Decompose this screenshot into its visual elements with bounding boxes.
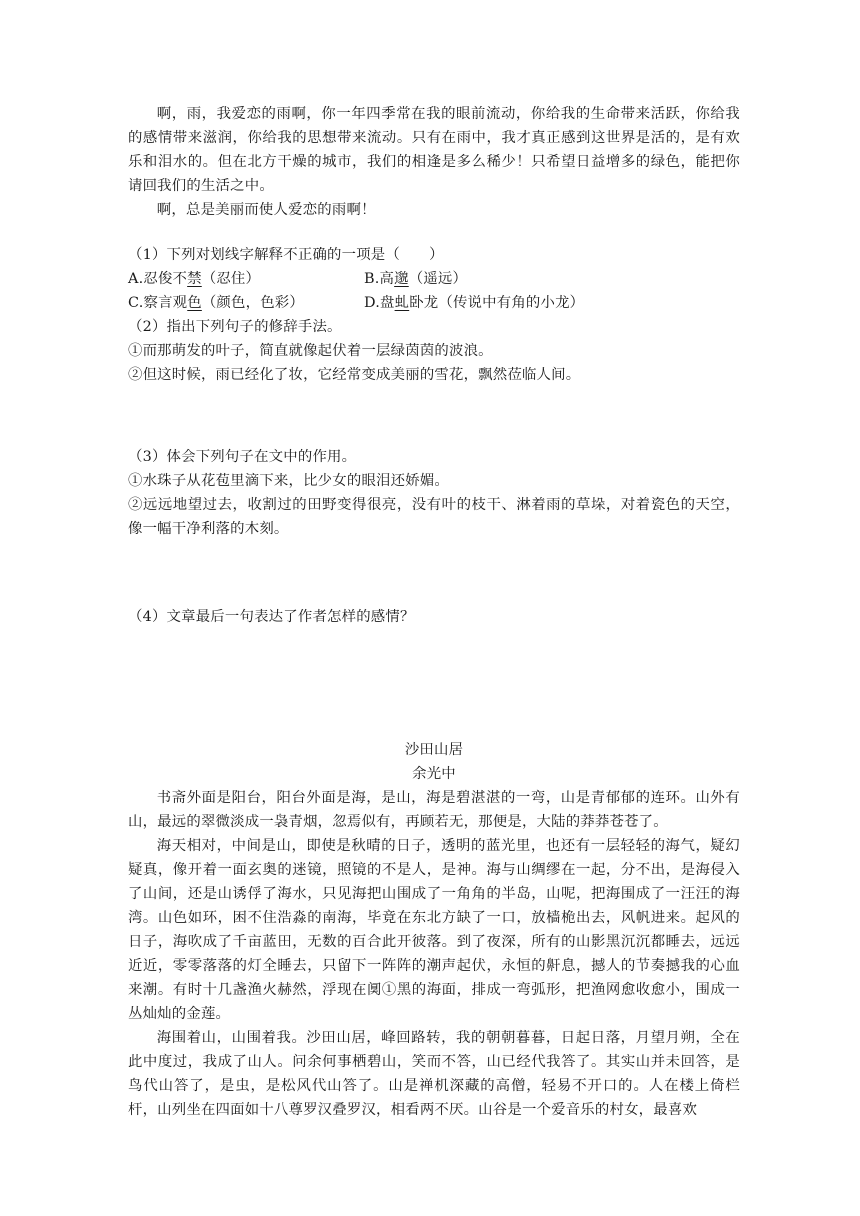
passage1-paragraph: 啊，雨，我爱恋的雨啊，你一年四季常在我的眼前流动，你给我的生命带来活跃，你给我的感情带来滋润，你给我的思想带来流动。只有在雨中，我才真正感到这世界是活的，是有欢乐和泪水的。但在北方干燥的城市，我们的相逢是多么稀少！只希望日益增多的绿色，能把你请回我们的生活之中。 xyxy=(128,106,740,194)
passage2-paragraph: 海天相对，中间是山，即使是秋晴的日子，透明的蓝光里，也还有一层轻轻的海气，疑幻疑真，像开着一面玄奥的迷镜，照镜的不是人，是神。海与山绸缪在一起，分不出，是海侵入了山间，还是山诱俘了海水，只见海把山围成了一角角的半岛，山呢，把海围成了一汪汪的海湾。山色如环，困不住浩淼的南海，毕竟在东北方缺了一口，放樯桅出去，风帆进来。起风的日子，海吹成了千亩蓝田，无数的百合此开彼落。到了夜深，所有的山影黑沉沉都睡去，远远近近，零零落落的灯全睡去，只留下一阵阵的潮声起伏，永恒的鼾息，撼人的节奏撼我的心血来潮。有时十几盏渔火赫然，浮现在阒①黑的海面，排成一弯弧形，把渔网愈收愈小，围成一丛灿灿的金莲。 xyxy=(128,838,740,1022)
underlined-char: 邈 xyxy=(394,271,409,287)
question-3-stem: （3）体会下列句子在文中的作用。 xyxy=(128,449,357,465)
passage2-title: 沙田山居 xyxy=(404,742,464,758)
question-3 xyxy=(128,445,740,541)
passage1-paragraph: 啊，总是美丽而使人爱恋的雨啊！ xyxy=(156,202,376,218)
option-d: D.盘虬卧龙（传说中有角的小龙） xyxy=(364,295,585,311)
passage2-paragraph: 海围着山，山围着我。沙田山居，峰回路转，我的朝朝暮暮，日起日落，月望月朔，全在此中度过，我成了山人。问余何事栖碧山，笑而不答，山已经代我答了。其实山并未回答，是鸟代山答了，是虫，是松风代山答了。山是禅机深藏的高僧，轻易不开口的。人在楼上倚栏杆，山列坐在四面如十八尊罗汉叠罗汉，相看两不厌。山谷是一个爱音乐的村女，最喜欢 xyxy=(128,1030,740,1118)
question-2-stem: （2）指出下列句子的修辞手法。 xyxy=(128,319,342,335)
passage1-section xyxy=(128,102,740,222)
question-1 xyxy=(128,243,740,387)
passage2-paragraph: 书斋外面是阳台，阳台外面是海，是山，海是碧湛湛的一弯，山是青郁郁的连环。山外有山，最远的翠微淡成一袅青烟，忽焉似有，再顾若无，那便是，大陆的莽莽苍苍了。 xyxy=(128,790,740,830)
question-2-item: ②但这时候，雨已经化了妆，它经常变成美丽的雪花，飘然莅临人间。 xyxy=(128,367,581,383)
question-4 xyxy=(128,605,740,629)
underlined-char: 虬 xyxy=(394,295,410,311)
option-b: B.高邈（遥远） xyxy=(364,271,468,287)
question-3-item: ②远远地望过去，收割过的田野变得很亮，没有叶的枝干、淋着雨的草垛，对着瓷色的天空，像一幅干净利落的木刻。 xyxy=(128,497,740,537)
option-c: C.察言观色（颜色，色彩） xyxy=(128,295,304,311)
question-2-item: ①而那萌发的叶子，简直就像起伏着一层绿茵茵的波浪。 xyxy=(128,343,493,359)
option-a: A.忍俊不禁（忍住） xyxy=(128,271,261,287)
underlined-char: 禁 xyxy=(187,271,202,287)
question-1-stem: （1）下列对划线字解释不正确的一项是（ ） xyxy=(128,247,444,263)
underlined-char: 色 xyxy=(187,295,202,311)
passage2-author: 余光中 xyxy=(412,766,456,782)
question-1-options xyxy=(128,267,740,315)
question-4-stem: （4）文章最后一句表达了作者怎样的感情？ xyxy=(128,609,415,625)
question-3-item: ①水珠子从花苞里滴下来，比少女的眼泪还娇媚。 xyxy=(128,473,449,489)
passage2-section xyxy=(128,738,740,1122)
